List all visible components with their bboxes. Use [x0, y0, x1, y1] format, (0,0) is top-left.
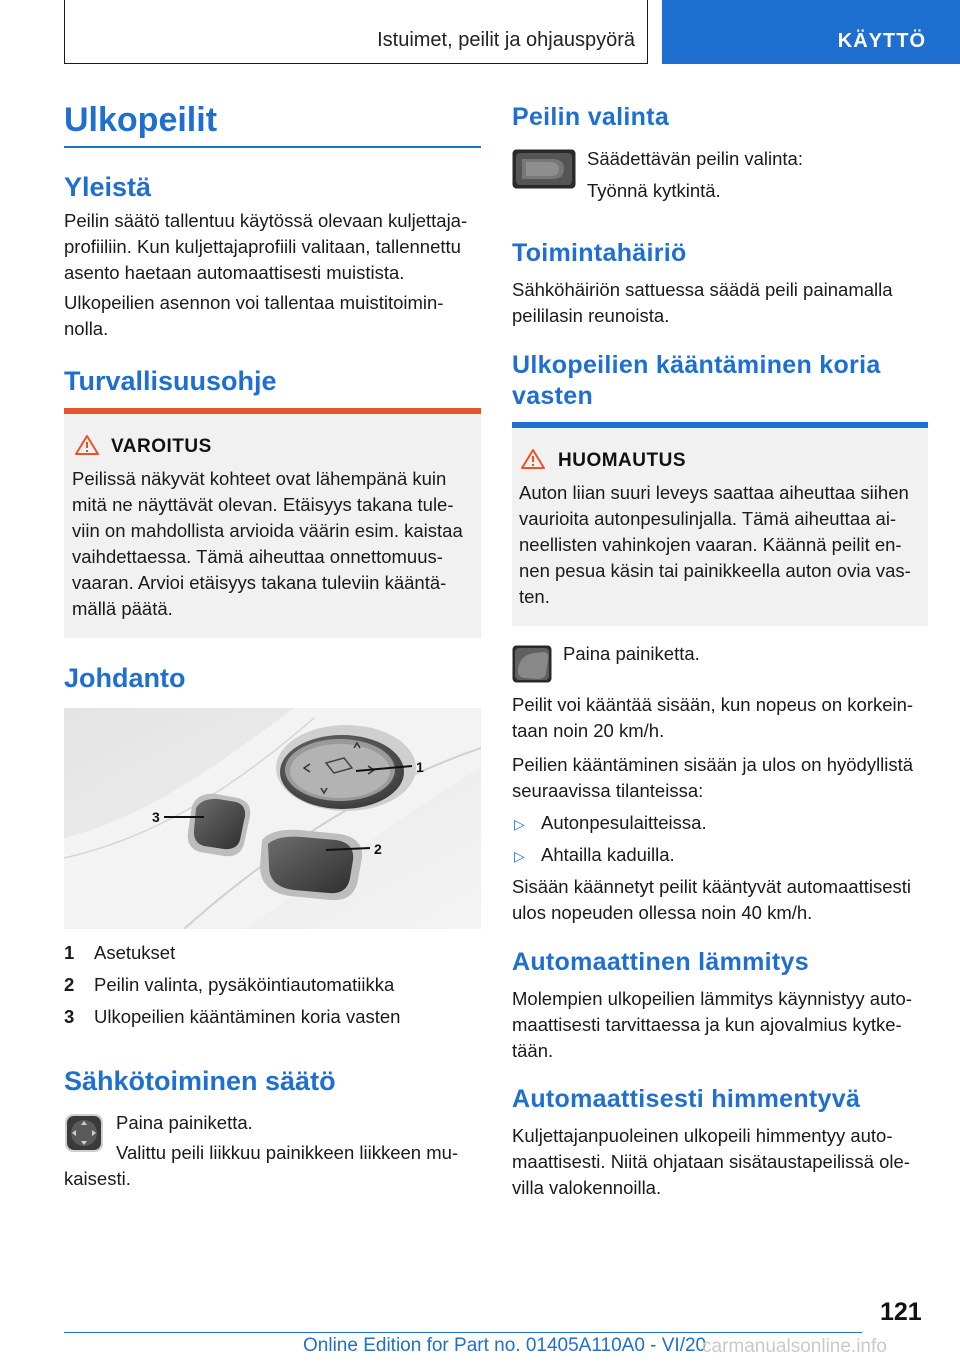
bullet-triangle-icon: ▷	[514, 816, 525, 832]
warning-triangle-icon	[74, 434, 100, 456]
callout-3: 3	[152, 809, 160, 825]
lammitys-text	[512, 986, 932, 1064]
legend-text: Asetukset	[94, 942, 176, 963]
toimintahairio-text	[512, 277, 932, 329]
text-line: Ulkopeilien asennon voi tallentaa muistitoimin-	[64, 292, 444, 313]
text-line: Peilit voi kääntää sisään, kun nopeus on korkein-	[512, 694, 914, 715]
sahko-line-3: kaisesti.	[64, 1168, 131, 1189]
mirror-controls-illustration	[64, 708, 481, 929]
header-box	[64, 0, 648, 64]
warning-box	[64, 414, 481, 638]
notice-box	[512, 428, 928, 626]
text-line: vaihdettaessa. Tämä aiheuttaa onnettomuus-	[72, 546, 443, 567]
sahko-line-1: Paina painiketta.	[116, 1112, 253, 1133]
text-line: tään.	[512, 1040, 554, 1061]
warning-text	[72, 466, 477, 622]
legend-number: 3	[64, 1006, 75, 1027]
text-line: mitä ne näyttävät olevan. Etäisyys takana tule-	[72, 494, 454, 515]
bullet-item-2: Ahtailla kaduilla.	[541, 844, 675, 865]
peilin-valinta-line-1: Säädettävän peilin valinta:	[587, 148, 803, 169]
legend-text: Peilin valinta, pysäköintiautomatiikka	[94, 974, 395, 995]
text-line: profiiliin. Kun kuljettajaprofiili valitaan, tallennettu	[64, 236, 461, 257]
header-tab-label: KÄYTTÖ	[837, 30, 926, 52]
text-line: maattisesti. Niitä ohjataan sisätaustapeilissä ole-	[512, 1151, 910, 1172]
fold-button-icon	[512, 645, 552, 683]
text-line: maattisesti tarvittaessa ja kun ajovalmius kytke-	[512, 1014, 902, 1035]
peilin-valinta-line-2: Työnnä kytkintä.	[587, 180, 721, 201]
section-title-kaantaminen	[512, 350, 881, 412]
title-line: Ulkopeilien kääntäminen koria	[512, 351, 881, 379]
text-line: Peilien kääntäminen sisään ja ulos on hyödyllistä	[512, 754, 914, 775]
text-line: Molempien ulkopeilien lämmitys käynnistyy auto-	[512, 988, 912, 1009]
press-button-text: Paina painiketta.	[563, 643, 700, 664]
title-rule	[64, 146, 481, 148]
text-line: mällä päätä.	[72, 598, 173, 619]
kaantaminen-paragraph-2	[512, 752, 932, 804]
section-title-lammitys: Automaattinen lämmitys	[512, 948, 809, 976]
page-title: Ulkopeilit	[64, 101, 218, 139]
header-title: Istuimet, peilit ja ohjauspyörä	[377, 29, 635, 51]
text-line: ulos nopeuden ollessa noin 40 km/h.	[512, 902, 813, 923]
title-line: vasten	[512, 382, 594, 410]
legend-text: Ulkopeilien kääntäminen koria vasten	[94, 1006, 401, 1027]
text-line: Sähköhäiriön sattuessa säädä peili painamalla	[512, 279, 893, 300]
text-line: seuraavissa tilanteissa:	[512, 780, 704, 801]
header-tab	[662, 0, 960, 64]
bullet-triangle-icon: ▷	[514, 848, 525, 864]
section-title-turvallisuusohje: Turvallisuusohje	[64, 366, 277, 396]
kaantaminen-paragraph-3	[512, 874, 932, 926]
mirror-select-switch-icon	[512, 149, 576, 189]
watermark: carmanualsonline.info	[702, 1336, 887, 1357]
section-title-himmentyva: Automaattisesti himmentyvä	[512, 1085, 861, 1113]
text-line: Sisään käännetyt peilit kääntyvät automaattisesti	[512, 876, 912, 897]
text-line: vaurioita autonpesulinjalla. Tämä aiheuttaa ai-	[519, 508, 897, 529]
text-line: peililasin reunoista.	[512, 305, 670, 326]
section-title-peilin-valinta: Peilin valinta	[512, 103, 670, 131]
yleista-paragraph-2	[64, 290, 484, 342]
text-line: ten.	[519, 586, 550, 607]
edition-text: Online Edition for Part no. 01405A110A0 - VI/20	[303, 1335, 707, 1356]
section-title-johdanto: Johdanto	[64, 663, 186, 693]
callout-1: 1	[416, 759, 424, 775]
kaantaminen-paragraph-1	[512, 692, 932, 744]
text-line: nolla.	[64, 318, 109, 339]
himmentyva-text	[512, 1123, 932, 1201]
warning-label: VAROITUS	[111, 436, 212, 457]
legend-number: 1	[64, 942, 75, 963]
text-line: Auton liian suuri leveys saattaa aiheuttaa siihen	[519, 482, 909, 503]
section-title-yleista: Yleistä	[64, 172, 152, 202]
page-number: 121	[880, 1298, 922, 1326]
sahko-line-2: Valittu peili liikkuu painikkeen liikkeen mu-	[116, 1142, 459, 1163]
direction-button-icon	[64, 1113, 104, 1153]
text-line: asento haetaan automaattisesti muistista.	[64, 262, 405, 283]
notice-label: HUOMAUTUS	[558, 450, 686, 471]
text-line: Peilissä näkyvät kohteet ovat lähempänä kuin	[72, 468, 447, 489]
text-line: neellisten vahinkojen vaaran. Käännä peilit en-	[519, 534, 902, 555]
yleista-paragraph-1	[64, 208, 484, 286]
section-title-toimintahairio: Toimintahäiriö	[512, 239, 687, 267]
callout-2: 2	[374, 841, 382, 857]
text-line: viin on mahdollista arvioida väärin esim. kaistaa	[72, 520, 463, 541]
legend-number: 2	[64, 974, 75, 995]
text-line: villa valokennoilla.	[512, 1177, 662, 1198]
footer-rule	[64, 1332, 862, 1333]
text-line: Kuljettajanpuoleinen ulkopeili himmentyy auto-	[512, 1125, 893, 1146]
section-title-sahkotoiminen: Sähkötoiminen säätö	[64, 1066, 336, 1096]
text-line: taan noin 20 km/h.	[512, 720, 665, 741]
text-line: Peilin säätö tallentuu käytössä olevaan kuljettaja-	[64, 210, 468, 231]
notice-text	[519, 480, 924, 610]
bullet-item-1: Autonpesulaitteissa.	[541, 812, 707, 833]
notice-triangle-icon	[520, 448, 546, 470]
text-line: nen pesua käsin tai painikkeella auton ovia vas-	[519, 560, 911, 581]
text-line: vaaran. Arvioi etäisyys takana tuleviin kääntä-	[72, 572, 447, 593]
